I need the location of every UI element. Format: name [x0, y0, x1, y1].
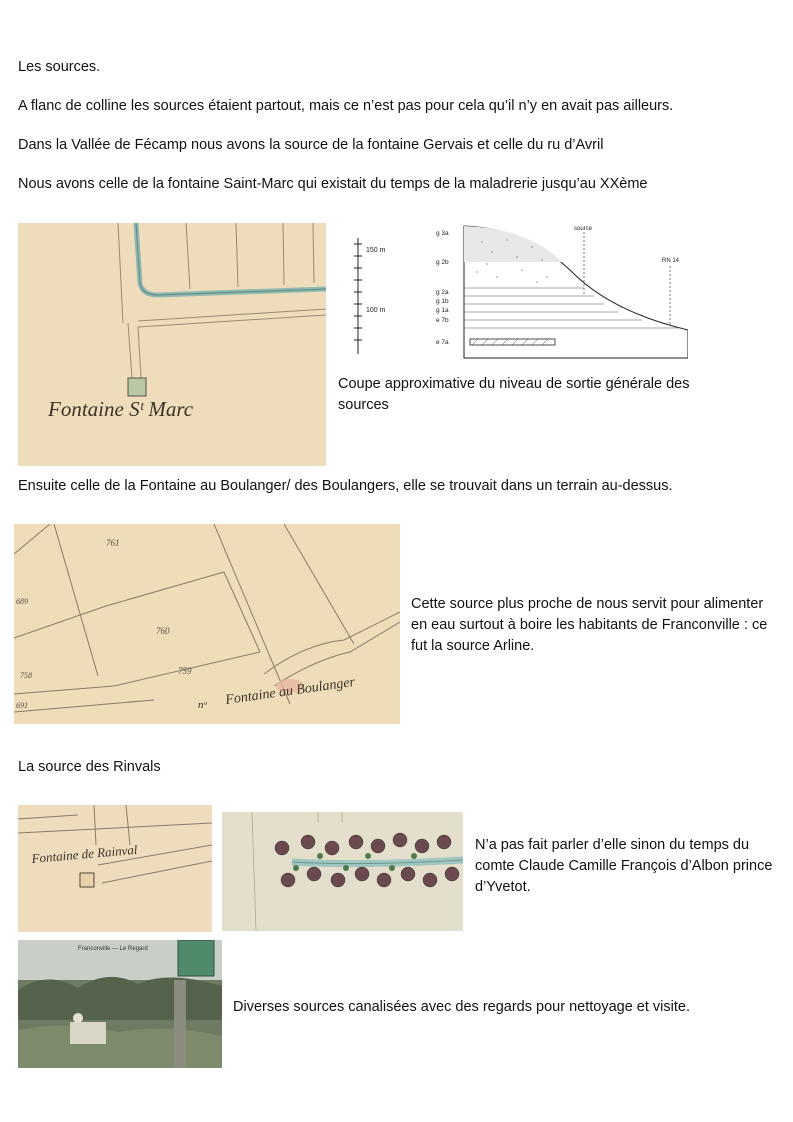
- caption-source-arline: Cette source plus proche de nous servit pour alimenter en eau surtout à boire les habitants de Franconville : ce fut la source Arline.: [411, 596, 768, 654]
- scale-150m: 150 m: [366, 247, 386, 254]
- caption-comte-albon: N’a pas fait parler d’elle sinon du temps du comte Claude Camille François d’Albon prince d’Yvetot.: [475, 837, 773, 895]
- layer-g2b: g 2b: [436, 259, 449, 266]
- layer-g1b: g 1b: [436, 298, 449, 305]
- caption-sources-canalisees: Diverses sources canalisées avec des regards pour nettoyage et visite.: [233, 999, 690, 1015]
- paragraph-flanc-colline: A flanc de colline les sources étaient partout, mais ce n’est pas pour cela qu’il n’y en avait pas ailleurs.: [18, 98, 674, 114]
- map-fontaine-au-boulanger: [14, 524, 400, 724]
- diagram-label-rn14: RN 14: [662, 258, 680, 264]
- scale-100m: 100 m: [366, 307, 386, 314]
- postcard-title: Franconville — Le Regard: [78, 946, 148, 952]
- map-fontaine-saint-marc: [18, 223, 326, 466]
- heading-les-sources: Les sources.: [18, 59, 101, 75]
- photo-carte-postale-regard: [18, 940, 222, 1068]
- map-number-758: 758: [20, 671, 32, 680]
- map-number-759: 759: [178, 666, 192, 676]
- layer-g3a: g 3a: [436, 230, 449, 237]
- map-number-691: 691: [16, 701, 28, 710]
- map-number-689: 689: [16, 597, 28, 606]
- map-label-no: nᵒ: [198, 699, 207, 711]
- paragraph-source-rinvals: La source des Rinvals: [18, 759, 161, 775]
- layer-g1a: g 1a: [436, 307, 449, 314]
- map-label-fontaine-rainval: Fontaine de Rainval: [30, 841, 138, 866]
- layer-e7a: e 7a: [436, 339, 449, 346]
- diagram-label-source: source: [574, 226, 593, 232]
- paragraph-vallee-fecamp: Dans la Vallée de Fécamp nous avons la source de la fontaine Gervais et celle du ru d’Avril: [18, 137, 604, 153]
- map-number-760: 760: [156, 626, 170, 636]
- map-label-fontaine-au-boulanger: Fontaine au Boulanger: [224, 674, 356, 708]
- paragraph-fontaine-boulanger: Ensuite celle de la Fontaine au Boulanger/ des Boulangers, elle se trouvait dans un terrain au-dessus.: [18, 478, 673, 494]
- layer-g2a: g 2a: [436, 289, 449, 296]
- map-fontaine-rainval: [18, 805, 212, 932]
- paragraph-saint-marc: Nous avons celle de la fontaine Saint-Marc qui existait du temps de la maladrerie jusqu’au XXème: [18, 176, 648, 192]
- caption-coupe: Coupe approximative du niveau de sortie générale des sources: [338, 376, 690, 413]
- illustration-canal-arbres: [222, 812, 463, 931]
- diagram-coupe-geologique: [342, 222, 688, 360]
- map-label-fontaine-saint-marc: Fontaine Sᵗ Marc: [48, 397, 194, 421]
- layer-e7b: e 7b: [436, 317, 449, 324]
- map-number-761: 761: [106, 538, 120, 548]
